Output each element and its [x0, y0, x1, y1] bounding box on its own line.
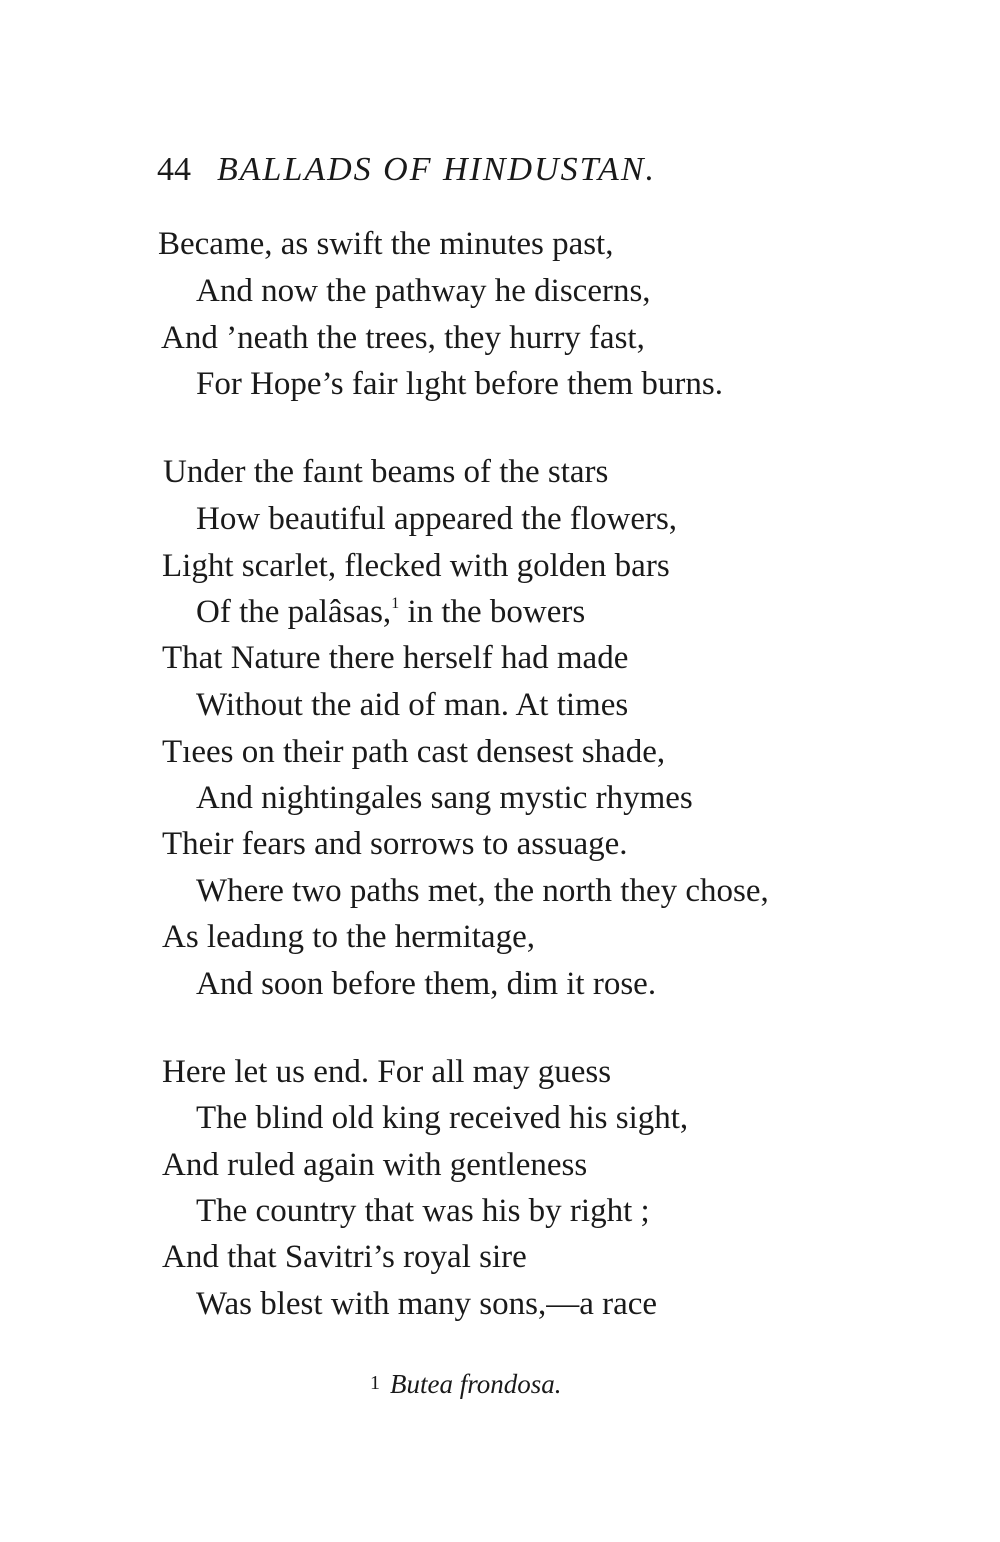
- footnote: [370, 1366, 562, 1401]
- verse-line: And soon before them, dim it rose.: [196, 966, 657, 1002]
- footnote-text: Butea frondosa.: [390, 1369, 562, 1399]
- verse-line: And ’neath the trees, they hurry fast,: [161, 320, 645, 356]
- verse-line: [196, 592, 585, 632]
- verse-line: The blind old king received his sight,: [196, 1100, 689, 1136]
- footnote-reference: 1: [391, 595, 400, 612]
- verse-line: That Nature there herself had made: [162, 640, 629, 676]
- verse-line: Light scarlet, flecked with golden bars: [162, 548, 670, 584]
- verse-line: For Hope’s fair lıght before them burns.: [196, 366, 723, 402]
- verse-line: Without the aid of man. At times: [196, 687, 629, 723]
- verse-line: And nightingales sang mystic rhymes: [196, 780, 693, 816]
- verse-line: And ruled again with gentleness: [162, 1147, 588, 1183]
- verse-line: And that Savitri’s royal sire: [162, 1239, 527, 1275]
- verse-text: in the bowers: [399, 594, 586, 630]
- verse-line: The country that was his by right ;: [196, 1193, 650, 1229]
- footnote-mark: 1: [370, 1372, 380, 1394]
- verse-line: Here let us end. For all may guess: [162, 1054, 612, 1090]
- verse-line: Became, as swift the minutes past,: [158, 226, 614, 262]
- running-header: [157, 150, 656, 190]
- verse-line: How beautiful appeared the flowers,: [196, 501, 678, 537]
- verse-line: Under the faınt beams of the stars: [163, 454, 609, 490]
- verse-line: Tıees on their path cast densest shade,: [162, 734, 666, 770]
- verse-line: Where two paths met, the north they chose,: [196, 873, 769, 909]
- verse-line: Was blest with many sons,—a race: [196, 1286, 658, 1322]
- verse-line: Their fears and sorrows to assuage.: [162, 826, 628, 862]
- verse-line: As leadıng to the hermitage,: [162, 919, 535, 955]
- running-title: BALLADS OF HINDUSTAN.: [217, 151, 656, 188]
- page-number: 44: [157, 151, 191, 188]
- verse-line: And now the pathway he discerns,: [196, 273, 651, 309]
- verse-text: Of the palâsas,: [196, 594, 392, 630]
